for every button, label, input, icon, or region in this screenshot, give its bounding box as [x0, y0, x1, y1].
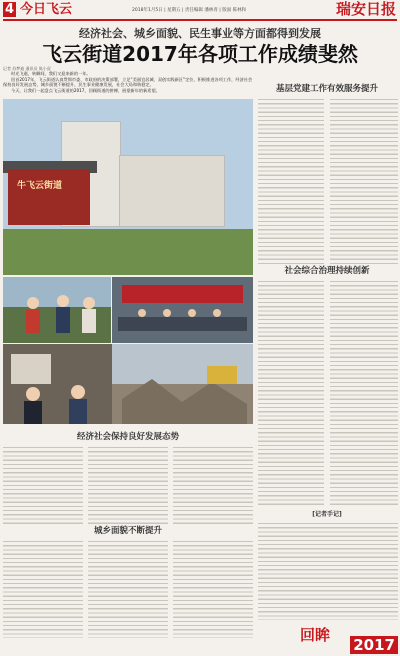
section-title-party: 基层党建工作有效服务提升 — [275, 84, 378, 94]
article-byline: 记者 苏梦迪 通讯员 陈小虎 — [3, 66, 51, 71]
page-header — [0, 0, 400, 20]
text-column — [3, 538, 83, 638]
text-column — [330, 96, 398, 264]
lawn-image — [3, 229, 253, 275]
text-column — [173, 538, 253, 638]
photo-meeting-image — [112, 277, 253, 343]
header-info: 2018年1月5日 | 星期五 | 责任编辑 潘林青 | 版面 陈林和 — [132, 8, 247, 13]
text-column — [258, 96, 324, 264]
lead-paragraph: 回首2017年，飞云街道认真贯彻市委、市政府的决策部署，立足“美丽宜居城、双创实践新区”定位，积极推进各项工作，经济社会保持良好发展态势，城乡面貌不断提升，民生事业健康发展，社会大局和谐稳定。 — [3, 76, 253, 88]
photo-people — [3, 277, 111, 343]
gate-image — [8, 169, 90, 225]
footer-section-name: 回眸 — [300, 626, 331, 644]
section-title-footnote: [记者手记] — [312, 511, 342, 518]
text-column — [258, 278, 324, 506]
page-number: 4 — [4, 2, 15, 17]
photo-demolition-image — [112, 344, 253, 424]
text-column — [173, 444, 253, 524]
newspaper-logo: 瑞安日报 — [335, 0, 396, 18]
section-title-society: 社会综合治理持续创新 — [284, 266, 370, 276]
article-lead — [3, 71, 253, 93]
gate-sign: 牛飞云街道 — [17, 181, 63, 191]
lead-paragraph: 时光飞逝，转瞬间，我们又迎来新的一年。 — [11, 71, 91, 76]
text-column — [3, 444, 83, 524]
text-column — [330, 278, 398, 506]
photo-people-image — [3, 277, 111, 343]
lead-paragraph: 今天，让我们一起盘点飞云街道的2017，回顾街道的拼搏，展望新年的新希望。 — [11, 87, 160, 93]
section-title: 今日飞云 — [20, 2, 73, 17]
text-column — [88, 538, 168, 638]
photo-officials — [3, 344, 113, 424]
photo-officials-image — [3, 344, 113, 424]
article-subhead: 经济社会、城乡面貌、民生事业等方面都得到发展 — [79, 27, 321, 40]
photo-meeting — [112, 277, 253, 343]
photo-demolition — [112, 344, 253, 424]
text-column — [88, 444, 168, 524]
footer-year: 2017 — [350, 636, 398, 654]
main-photo — [3, 99, 253, 275]
article-headline: 飞云街道2017年各项工作成绩斐然 — [42, 42, 358, 66]
section-title-economy: 经济社会保持良好发展态势 — [76, 432, 179, 442]
building-image — [119, 155, 225, 227]
section-title-town: 城乡面貌不断提升 — [93, 526, 162, 536]
header-rule — [3, 19, 397, 21]
text-column — [258, 520, 398, 620]
